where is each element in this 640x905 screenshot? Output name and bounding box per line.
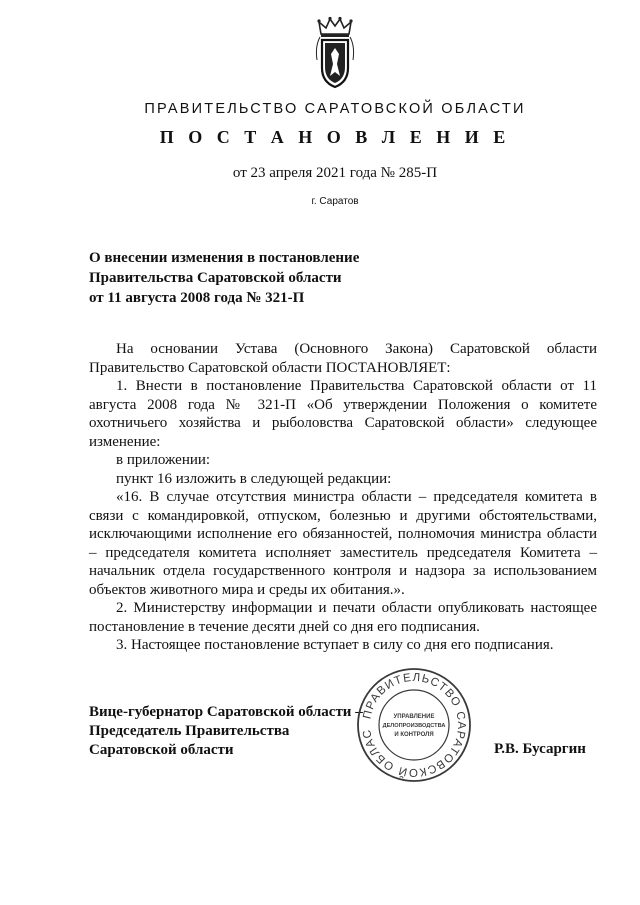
position-line: Вице-губернатор Саратовской области – <box>89 704 363 720</box>
subject-line: Правительства Саратовской области <box>89 270 342 286</box>
body-paragraph: На основании Устава (Основного Закона) Саратовской области Правительство Саратовской области ПОСТАНОВЛЯЕТ: <box>89 341 597 376</box>
body-paragraph: пункт 16 изложить в следующей редакции: <box>116 470 392 487</box>
signatory-position <box>89 703 363 760</box>
stamp-center-line: УПРАВЛЕНИЕ <box>393 714 435 720</box>
subject-line: О внесении изменения в постановление <box>89 250 360 266</box>
body-paragraph: в приложении: <box>116 452 211 468</box>
signer-name: Р.В. Бусаргин <box>494 741 586 757</box>
government-name: ПРАВИТЕЛЬСТВО САРАТОВСКОЙ ОБЛАСТИ <box>144 101 526 117</box>
body-paragraph: 3. Настоящее постановление вступает в силу со дня его подписания. <box>116 637 554 653</box>
position-line: Председатель Правительства <box>89 723 290 739</box>
position-line: Саратовской области <box>89 742 234 758</box>
document-date-number: от 23 апреля 2021 года № 285-П <box>232 165 438 181</box>
document-body <box>89 340 597 655</box>
body-paragraph: 1. Внести в постановление Правительства Саратовской области от 11 августа 2008 года № 321-П «Об утверждении Положения о комитете охотничьего хозяйства и рыболовства Саратовской области» следующее изменение: <box>89 378 597 450</box>
official-stamp <box>355 666 473 784</box>
coat-of-arms-icon <box>311 16 359 90</box>
stamp-center-line: ДЕЛОПРОИЗВОДСТВА <box>382 723 446 729</box>
body-paragraph: 2. Министерству информации и печати области опубликовать настоящее постановление в течение десяти дней со дня его подписания. <box>89 600 597 635</box>
stamp-ring-text: ПРАВИТЕЛЬСТВО САРАТОВСКОЙ ОБЛАС <box>361 671 468 779</box>
subject-line: от 11 августа 2008 года № 321-П <box>89 290 305 306</box>
document-city: г. Саратов <box>311 196 359 207</box>
body-paragraph: «16. В случае отсутствия министра области – председателя комитета в связи с командировкой, отпуском, болезнью и другими обстоятельствами, исключающими исполнение его обязанностей, полномочия министра области – председателя комитета исполняет заместитель председателя Комитета – начальник отдела государственного контроля и надзора за использованием объектов животного мира и среды их обитания.». <box>89 489 597 598</box>
stamp-center-line: И КОНТРОЛЯ <box>394 732 434 738</box>
document-subject <box>89 248 359 308</box>
document-type: П О С Т А Н О В Л Е Н И Е <box>159 127 511 147</box>
